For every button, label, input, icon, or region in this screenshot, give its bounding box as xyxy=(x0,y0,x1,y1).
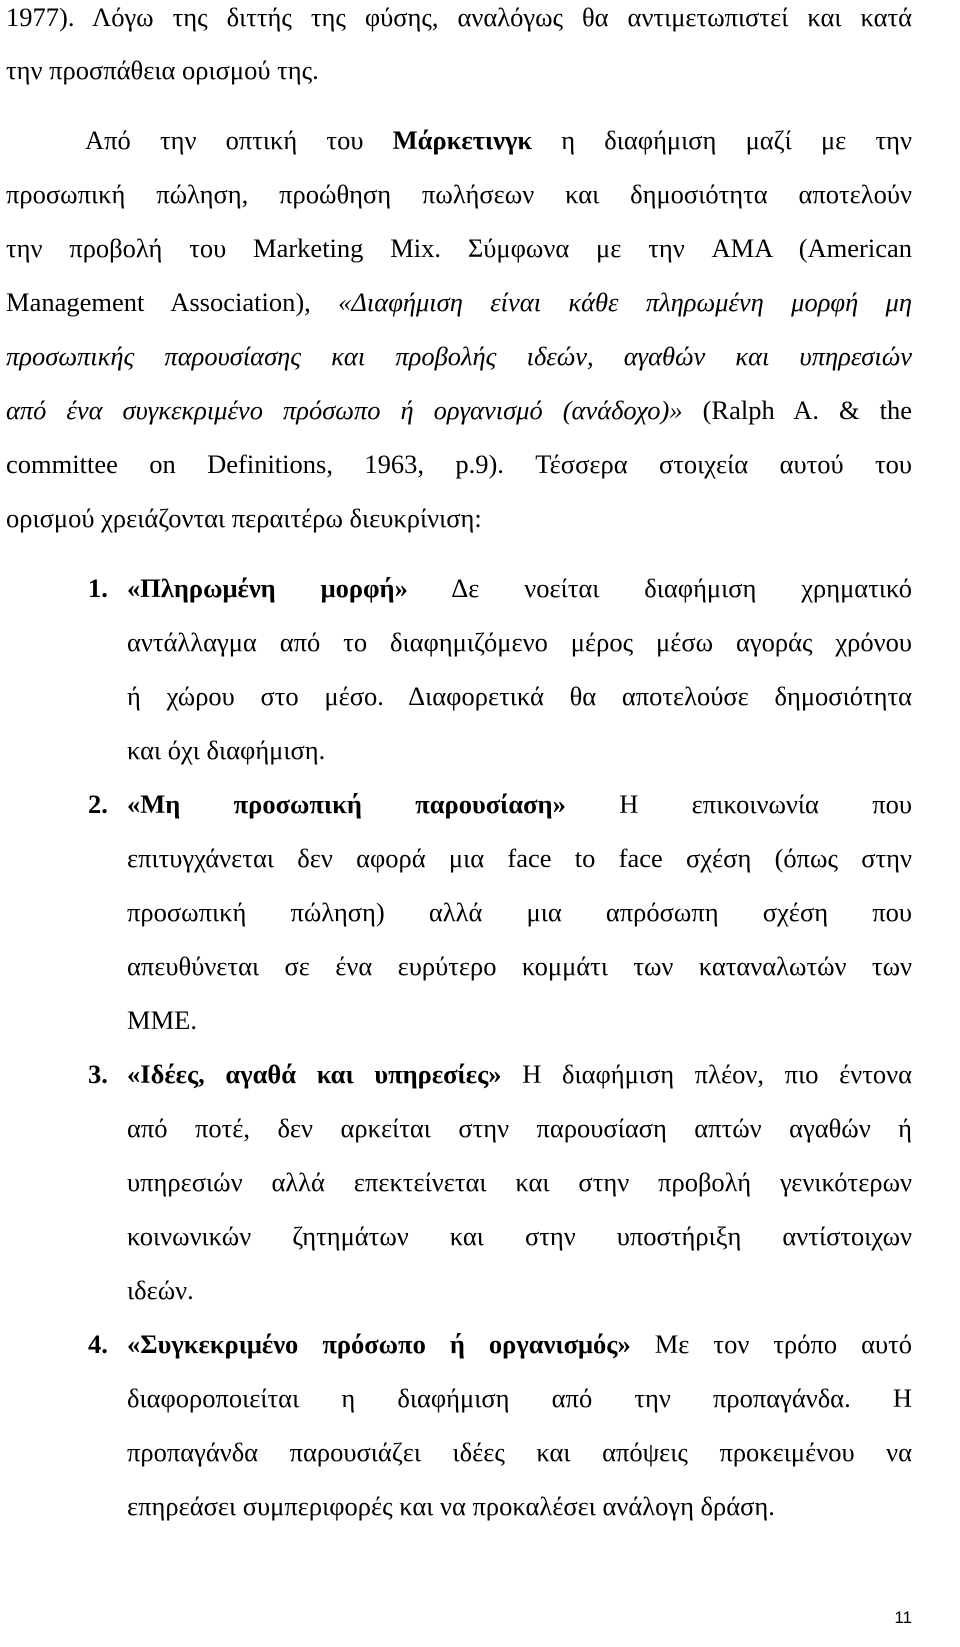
paragraph-line-5: προσωπικής παρουσίασης και προβολής ιδεών, αγαθών και υπηρεσιών xyxy=(6,341,912,371)
list-item-4-line-3: προπαγάνδα παρουσιάζει ιδέες και απόψεις προκειμένου να xyxy=(127,1437,912,1467)
list-item-1-line-1: «Πληρωμένη μορφή» Δε νοείται διαφήμιση χρηματικό xyxy=(127,573,912,603)
intro-line-2: την προσπάθεια ορισμού της. xyxy=(6,55,319,85)
paragraph-line-2: προσωπική πώληση, προώθηση πωλήσεων και δημοσιότητα αποτελούν xyxy=(6,179,912,209)
definition-quote-end: από ένα συγκεκριμένο πρόσωπο ή οργανισμό (ανάδοχο)» xyxy=(6,395,683,425)
list-item-1-line-4: και όχι διαφήμιση. xyxy=(127,735,326,765)
paragraph-line-8: ορισμού χρειάζονται περαιτέρω διευκρίνιση: xyxy=(6,503,482,533)
list-item-2-line-2: επιτυγχάνεται δεν αφορά μια face to face σχέση (όπως στην xyxy=(127,843,912,873)
list-item-number: 4. xyxy=(88,1329,108,1359)
list-item-2-title: «Μη προσωπική παρουσίαση» xyxy=(127,789,566,819)
paragraph-line-6: από ένα συγκεκριμένο πρόσωπο ή οργανισμό (ανάδοχο)» (Ralph A. & the xyxy=(6,395,912,425)
paragraph-line-7: committee on Definitions, 1963, p.9). Τέσσερα στοιχεία αυτού του xyxy=(6,449,912,479)
paragraph-line-4: Management Association), «Διαφήμιση είναι κάθε πληρωμένη μορφή μη xyxy=(6,287,912,317)
list-item-number: 1. xyxy=(88,573,108,603)
list-item-3-line-2: από ποτέ, δεν αρκείται στην παρουσίαση απτών αγαθών ή xyxy=(127,1113,912,1143)
list-item-2-line-3: προσωπική πώληση) αλλά μια απρόσωπη σχέση που xyxy=(127,897,912,927)
list-item-4-line-2: διαφοροποιείται η διαφήμιση από την προπαγάνδα. Η xyxy=(127,1383,912,1413)
list-item-2-line-5: ΜΜΕ. xyxy=(127,1005,197,1035)
paragraph-line-1: Από την οπτική του Μάρκετινγκ η διαφήμιση μαζί με την xyxy=(85,125,912,155)
paragraph-line-3: την προβολή του Marketing Mix. Σύμφωνα με την AMA (American xyxy=(6,233,912,263)
list-item-2-line-1: «Μη προσωπική παρουσίαση» Η επικοινωνία που xyxy=(127,789,912,819)
list-item-4-title: «Συγκεκριμένο πρόσωπο ή οργανισμός» xyxy=(127,1329,631,1359)
intro-line-1: 1977). Λόγω της διττής της φύσης, αναλόγως θα αντιμετωπιστεί και κατά xyxy=(6,2,912,32)
list-item-1-line-2: αντάλλαγμα από το διαφημιζόμενο μέρος μέσω αγοράς χρόνου xyxy=(127,627,912,657)
list-item-1-title: «Πληρωμένη μορφή» xyxy=(127,573,408,603)
list-item-3-line-4: κοινωνικών ζητημάτων και στην υποστήριξη αντίστοιχων xyxy=(127,1221,912,1251)
list-item-4-line-4: επηρεάσει συμπεριφορές και να προκαλέσει ανάλογη δράση. xyxy=(127,1491,775,1521)
list-item-3-line-3: υπηρεσιών αλλά επεκτείνεται και στην προβολή γενικότερων xyxy=(127,1167,912,1197)
list-item-1-line-3: ή χώρου στο μέσο. Διαφορετικά θα αποτελούσε δημοσιότητα xyxy=(127,681,912,711)
list-item-3-line-5: ιδεών. xyxy=(127,1275,194,1305)
list-item-3-line-1: «Ιδέες, αγαθά και υπηρεσίες» Η διαφήμιση πλέον, πιο έντονα xyxy=(127,1059,912,1089)
page-number: 11 xyxy=(894,1608,912,1627)
definition-quote-start: «Διαφήμιση είναι κάθε πληρωμένη μορφή μη xyxy=(338,287,912,317)
list-item-2-line-4: απευθύνεται σε ένα ευρύτερο κομμάτι των καταναλωτών των xyxy=(127,951,912,981)
list-item-number: 2. xyxy=(88,789,108,819)
list-item-3-title: «Ιδέες, αγαθά και υπηρεσίες» xyxy=(127,1059,502,1089)
list-item-4-line-1: «Συγκεκριμένο πρόσωπο ή οργανισμός» Με τον τρόπο αυτό xyxy=(127,1329,912,1359)
marketing-bold-term: Μάρκετινγκ xyxy=(392,125,533,155)
list-item-number: 3. xyxy=(88,1059,108,1089)
